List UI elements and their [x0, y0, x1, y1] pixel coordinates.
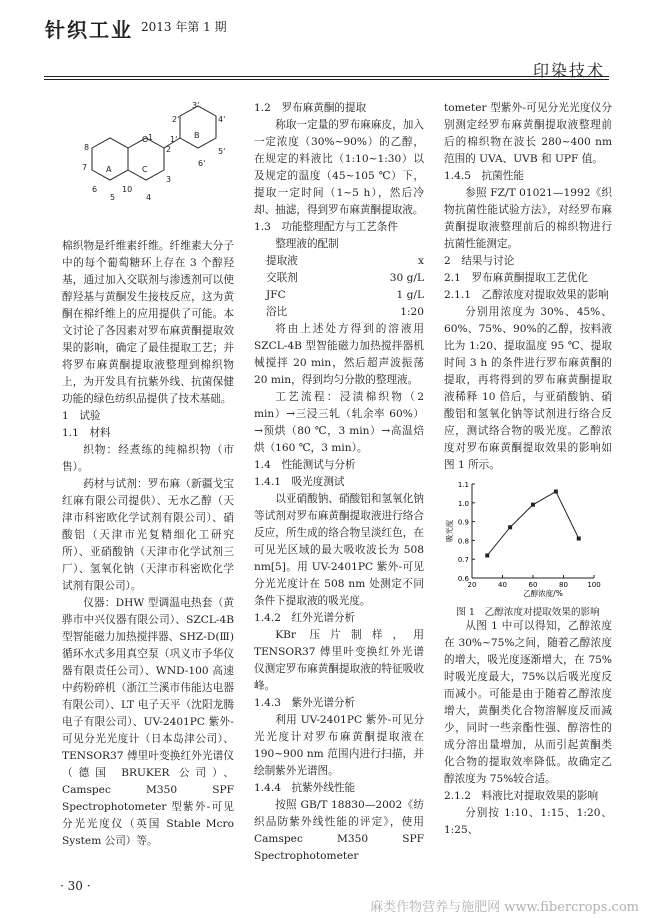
structure-label: 1': [170, 135, 178, 144]
journal-logo: 针织工业: [45, 18, 133, 42]
paragraph: 药材与试剂：罗布麻（新疆戈宝红麻有限公司提供）、无水乙醇（天津市科密欧化学试剂有限公司）、硝酸铝（天津市光复精细化工研究所）、亚硝酸钠（天津市化学试剂三厂）、氢氧化钠（天津市科密欧化学试剂有限公司）。: [62, 478, 234, 592]
section-heading: 2.1.1 乙醇浓度对提取效果的影响: [444, 289, 609, 301]
paragraph: 利用 UV-2401PC 紫外-可见分光光度计对罗布麻黄酮提取液在 190~900 nm 范围内进行扫描，并绘制紫外光谱图。: [254, 714, 424, 777]
paragraph: 从图 1 中可以得知，乙醇浓度在 30%~75%之间，随着乙醇浓度的增大，吸光度逐渐增大，在 75% 时吸光度最大，75%以后吸光度反而减小。可能是由于随着乙醇浓度增大，黄酮类化合物溶解度反而减少，同时一些亲酯性强、醇溶性的成分溶出量增加，从而引起黄酮类化合物的提取效率降低。故确定乙醇浓度为 75%较合适。: [444, 620, 612, 785]
paragraph: 棉织物是纤维素纤维。纤维素大分子中的每个葡萄糖环上存在 3 个醇羟基，通过加入交联剂与渗透剂可以使醇羟基与黄酮发生接枝反应，这为黄酮在棉纤维上的应用提供了可能。本文讨论了各因素对罗布麻黄酮提取效果的影响，确定了最佳提取工艺；并将罗布麻黄酮提取液整理到棉织物上，为开发具有抗紫外线、抗菌保健功能的绿色纺织品提供了技术基础。: [62, 240, 234, 405]
page-number: · 30 ·: [60, 879, 91, 893]
data-point: [554, 490, 558, 494]
structure-label: C: [142, 165, 148, 174]
table-row: [254, 287, 424, 304]
table-row: [254, 304, 424, 321]
column-3-body-top: [444, 100, 612, 474]
section-heading: 1.3 功能整理配方与工艺条件: [254, 221, 398, 233]
recipe-table: [254, 253, 424, 321]
data-point: [485, 553, 489, 557]
structure-label: O: [142, 135, 149, 144]
structure-label: A: [106, 165, 112, 174]
section-heading: 2 结果与讨论: [444, 255, 515, 267]
x-tick-label: 20: [467, 581, 477, 589]
flavonoid-structure: [62, 100, 234, 238]
column-1-body: [62, 238, 234, 850]
column-1: [62, 100, 234, 850]
structure-label: 5: [110, 193, 116, 202]
watermark: 麻类作物营养与施肥网 www.fibercrops.com: [370, 900, 639, 915]
paragraph: tometer 型紫外-可见分光光度仪分别测定经罗布麻黄酮提取液整理前后的棉织物在波长 280~400 nm 范围的 UVA、UVB 和 UPF 值。: [444, 102, 612, 165]
flavonoid-structure-svg: [62, 100, 234, 238]
table-cell: 浴比: [266, 306, 288, 318]
section-heading: 1.4.3 紫外光谱分析: [254, 697, 356, 709]
data-point: [531, 503, 535, 507]
paragraph: 称取一定量的罗布麻麻皮，加入一定浓度（30%~90%）的乙醇，在规定的料液比（1:10~1:30）以及规定的温度（45~105 ℃）下，提取一定时间（1~5 h），然后冷却、抽滤，得到罗布麻黄酮提取液。: [254, 119, 424, 216]
structure-label: 6: [92, 185, 98, 194]
x-axis-label: 乙醇浓度/%: [523, 589, 563, 598]
y-axis-label: 吸光度: [445, 519, 454, 543]
y-tick-label: 0.9: [457, 518, 469, 527]
paragraph: 分别用浓度为 30%、45%、60%、75%、90%的乙醇，按料液比为 1:20、提取温度 95 ℃、提取时间 3 h 的条件进行罗布麻黄酮的提取，再将得到的罗布麻黄酮提取液稀释 10 倍后，与亚硝酸钠、硝酸铝和氢氧化钠等试剂进行络合反应，测试络合物的吸光度。乙醇浓度对罗布麻黄酮提取效果的影响如图 1 所示。: [444, 306, 612, 471]
structure-label: 4': [218, 115, 226, 124]
structure-label: 8: [84, 143, 90, 152]
section-heading: 1.4.4 抗紫外线性能: [254, 782, 356, 794]
header-rule: [44, 76, 609, 77]
section-heading: 1.2 罗布麻黄酮的提取: [254, 102, 367, 114]
section-heading: 1.4 性能测试与分析: [254, 459, 356, 471]
structure-label: 2': [172, 115, 180, 124]
section-title: 印染技术: [532, 61, 605, 80]
table-cell: 提取液: [266, 255, 298, 267]
paragraph: 整理液的配制: [275, 238, 339, 250]
section-heading: 1.1 材料: [62, 427, 111, 439]
data-point: [577, 537, 581, 541]
y-tick-label: 1.1: [457, 481, 469, 489]
table-row: [254, 253, 424, 270]
paragraph: 按照 GB/T 18830—2002《纺织品防紫外线性能的评定》，使用 Camspec M350 SPF Spectrophotometer: [254, 799, 424, 862]
header-rule-thin: [44, 79, 609, 80]
table-cell: JFC: [266, 289, 286, 301]
y-tick-label: 0.7: [457, 556, 469, 565]
table-cell: 30 g/L: [389, 272, 424, 284]
section-heading: 1.4.2 红外光谱分析: [254, 612, 356, 624]
column-3: [444, 100, 612, 839]
structure-label: 6': [198, 159, 206, 168]
figure-1-caption: 图 1 乙醇浓度对提取效果的影响: [456, 607, 600, 618]
column-2: [254, 100, 424, 865]
section-heading: 2.1.2 料液比对提取效果的影响: [444, 790, 599, 802]
paragraph: KBr 压片制样，用 TENSOR37 傅里叶变换红外光谱仪测定罗布麻黄酮提取液的特征吸收峰。: [254, 629, 424, 692]
figure-1-chart: [444, 478, 612, 618]
table-cell: x: [418, 255, 424, 267]
paragraph: 以亚硝酸钠、硝酸铝和氢氧化钠等试剂对罗布麻黄酮提取液进行络合反应，所生成的络合物呈淡红色，在可见光区域的最大吸收波长为 508 nm[5]。用 UV-2401PC 紫外-可见分光光度计在 508 nm 处测定不同条件下提取液的吸光度。: [254, 493, 424, 607]
y-tick-label: 1.0: [457, 499, 469, 508]
x-tick-label: 80: [559, 581, 568, 589]
paragraph: 仪器：DHW 型调温电热套（黄骅市中兴仪器有限公司）、SZCL-4B 型智能磁力加热搅拌器、SHZ-D(Ⅲ)循环水式多用真空泵（巩义市予华仪器有限责任公司）、WND-100 高速中药粉碎机（浙江兰溪市伟能达电器有限公司）、LT 电子天平（沈阳龙腾电子有限公司）、UV-2401PC 紫外-可见分光光度计（日本岛津公司）、TENSOR37 傅里叶变换红外光谱仪（德国 BRUKER 公司）、Camspec M350 SPF Spectrophotometer 型紫外-可见分光光度仪（英国 Stable Mcro System 公司）等。: [62, 597, 234, 847]
series-line: [487, 492, 579, 556]
paragraph: 将由上述处方得到的溶液用 SZCL-4B 型智能磁力加热搅拌器机械搅拌 20 min，然后超声波振荡 20 min，得到均匀分散的整理液。: [254, 323, 424, 386]
structure-label: 3: [166, 175, 172, 184]
table-cell: 交联剂: [266, 272, 298, 284]
y-tick-label: 0.6: [457, 575, 469, 583]
page-header: [45, 10, 609, 80]
y-tick-label: 0.8: [457, 537, 469, 546]
x-tick-label: 40: [498, 581, 507, 589]
x-tick-label: 60: [528, 581, 538, 589]
structure-label: 5': [218, 147, 226, 156]
structure-label: 2: [166, 145, 172, 154]
structure-label: 4: [146, 193, 152, 202]
paragraph: 织物：经煮练的纯棉织物（市售）。: [62, 444, 234, 473]
structure-label: 3': [192, 101, 200, 110]
x-tick-label: 100: [587, 581, 601, 589]
column-3-body-bottom: [444, 618, 612, 839]
table-cell: 1 g/L: [396, 289, 424, 301]
column-2-body: [254, 100, 424, 865]
table-row: [254, 270, 424, 287]
section-heading: 2.1 罗布麻黄酮提取工艺优化: [444, 272, 588, 284]
structure-label: 7: [82, 163, 88, 172]
issue-label: 2013 年第 1 期: [141, 20, 227, 34]
figure-1-svg: [444, 478, 612, 598]
paragraph: 参照 FZ/T 01021—1992《织物抗菌性能试验方法》，对经罗布麻黄酮提取液整理前后的棉织物进行抗菌性能测定。: [444, 187, 612, 250]
paragraph: 工艺流程：浸渍棉织物（2 min）→三浸三轧（轧余率 60%）→预烘（80 ℃，3 min）→高温焙烘（160 ℃，3 min）。: [254, 391, 424, 454]
section-heading: 1 试验: [62, 410, 101, 422]
data-point: [508, 525, 512, 529]
structure-label: 1: [148, 133, 154, 142]
table-cell: 1:20: [400, 306, 424, 318]
structure-label: 10: [122, 185, 133, 194]
paragraph: 分别按 1:10、1:15、1:20、1:25、: [444, 807, 612, 836]
section-heading: 1.4.1 吸光度测试: [254, 476, 345, 488]
structure-label: B: [194, 131, 200, 140]
section-heading: 1.4.5 抗菌性能: [444, 170, 524, 182]
